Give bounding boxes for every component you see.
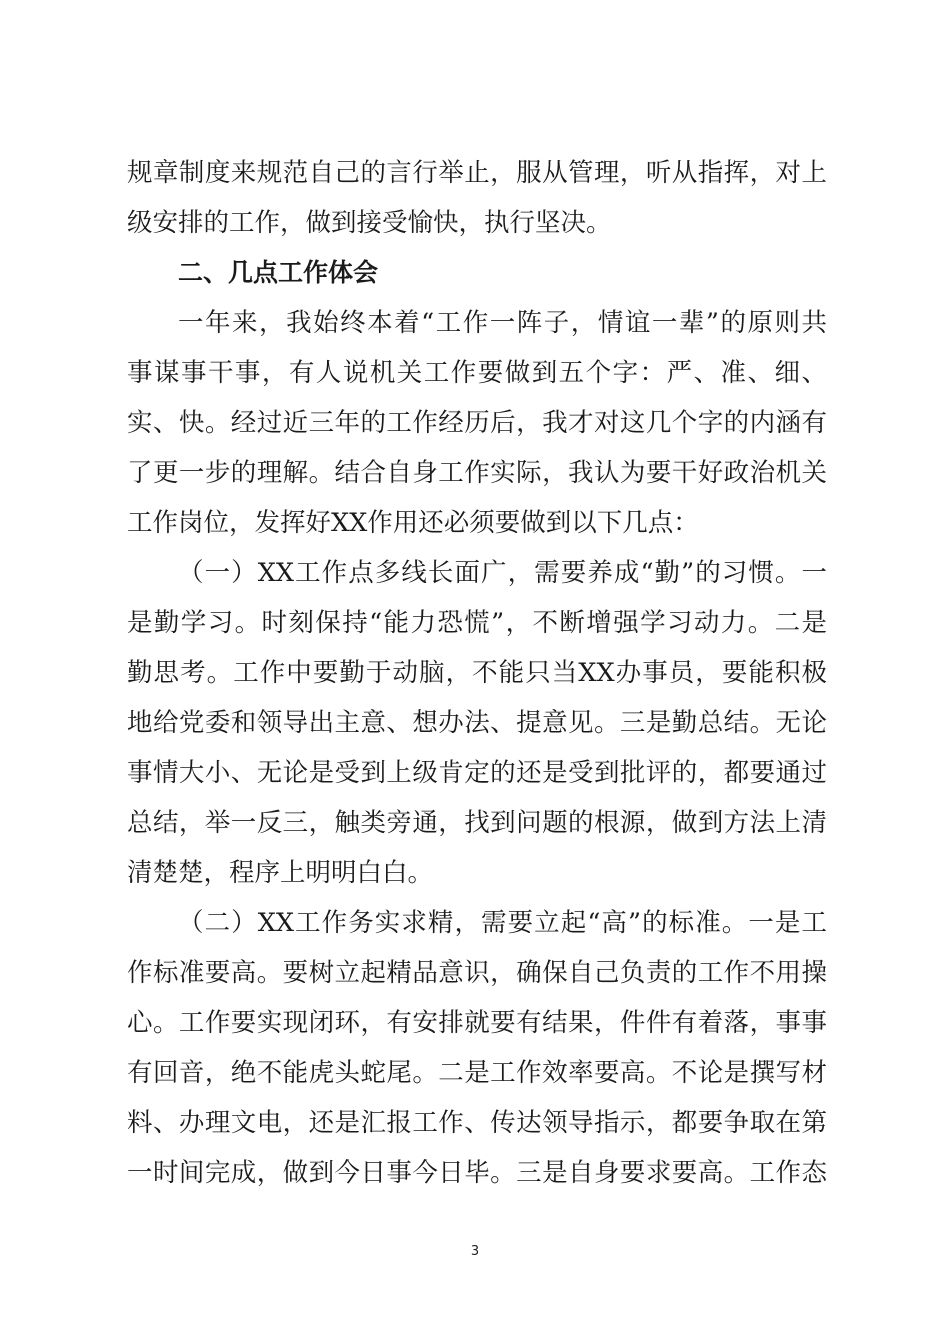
document-body (127, 148, 827, 1198)
text-line: （二）XX工作务实求精，需要立起“高”的标准。一是工 (178, 908, 827, 938)
text-line: 了更一步的理解。结合自身工作实际，我认为要干好政治机关 (127, 458, 827, 488)
text-line: 实、快。经过近三年的工作经历后，我才对这几个字的内涵有 (127, 408, 827, 438)
text-line: 作标准要高。要树立起精品意识，确保自己负责的工作不用操 (127, 958, 827, 988)
text-line: 事情大小、无论是受到上级肯定的还是受到批评的，都要通过 (127, 758, 827, 788)
text-line: 心。工作要实现闭环，有安排就要有结果，件件有着落，事事 (127, 1008, 827, 1038)
text-line: （一）XX工作点多线长面广，需要养成“勤”的习惯。一 (178, 558, 827, 588)
text-line: 一时间完成，做到今日事今日毕。三是自身要求要高。工作态 (127, 1158, 827, 1188)
page-number: 3 (470, 1244, 480, 1259)
text-line: 规章制度来规范自己的言行举止，服从管理，听从指挥，对上 (127, 158, 827, 188)
section-heading: 二、几点工作体会 (178, 258, 379, 287)
text-line: 清楚楚，程序上明明白白。 (127, 858, 434, 888)
text-line: 事谋事干事，有人说机关工作要做到五个字：严、准、细、 (127, 358, 827, 388)
text-line: 工作岗位，发挥好XX作用还必须要做到以下几点： (127, 508, 699, 538)
text-line: 料、办理文电，还是汇报工作、传达领导指示，都要争取在第 (127, 1108, 827, 1138)
text-line: 级安排的工作，做到接受愉快，执行坚决。 (127, 208, 612, 238)
text-line: 总结，举一反三，触类旁通，找到问题的根源，做到方法上清 (127, 808, 827, 838)
text-line: 勤思考。工作中要勤于动脑，不能只当XX办事员，要能积极 (127, 658, 827, 688)
text-line: 有回音，绝不能虎头蛇尾。二是工作效率要高。不论是撰写材 (127, 1058, 827, 1088)
text-line: 是勤学习。时刻保持“能力恐慌”，不断增强学习动力。二是 (127, 608, 827, 638)
text-line: 一年来，我始终本着“工作一阵子，情谊一辈”的原则共 (178, 308, 827, 338)
text-line: 地给党委和领导出主意、想办法、提意见。三是勤总结。无论 (127, 708, 827, 738)
